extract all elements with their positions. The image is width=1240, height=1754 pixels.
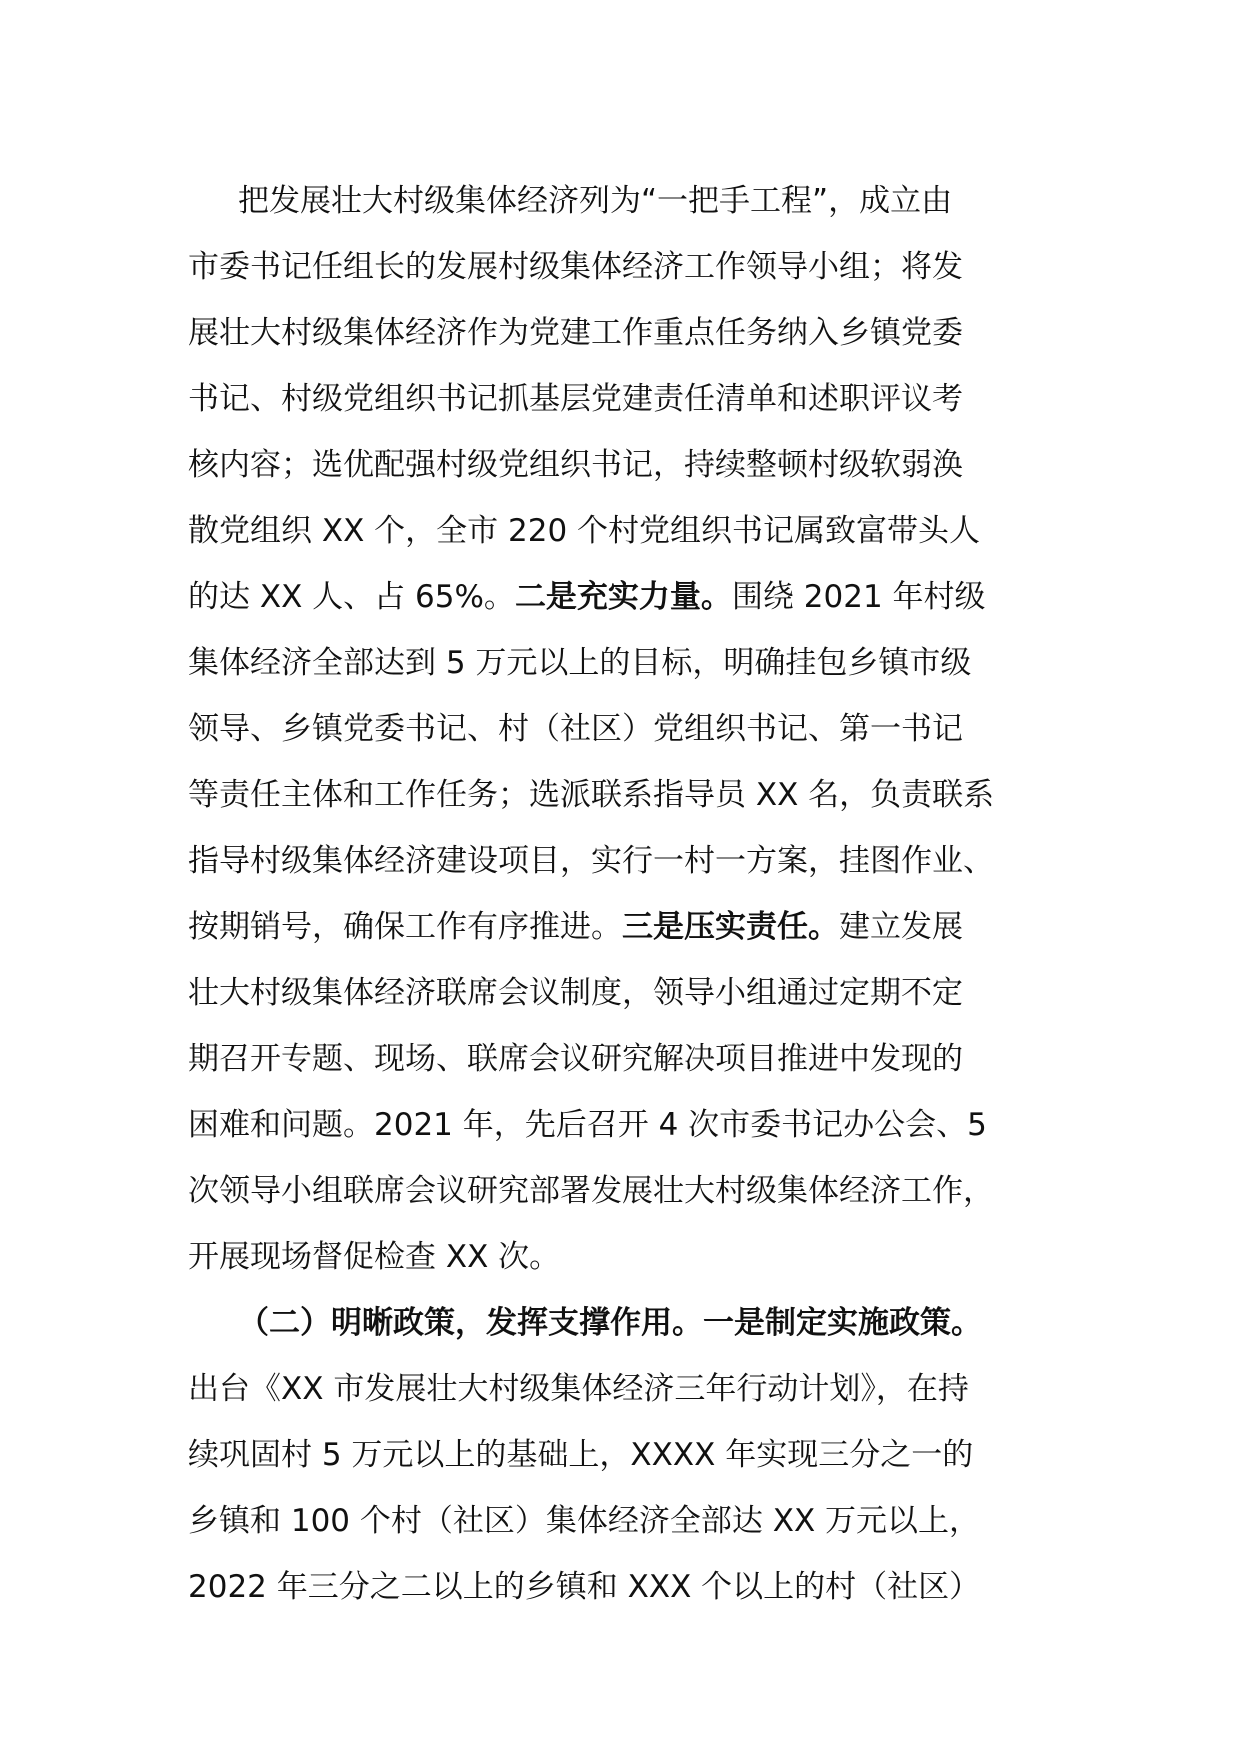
- text-run: 领导、乡镇党委书记、村（社区）党组织书记、第一书记: [188, 711, 963, 747]
- text-run: 等责任主体和工作任务；选派联系指导员 XX 名，负责联系: [188, 777, 995, 813]
- text-run: 按期销号，确保工作有序推进。: [188, 909, 622, 945]
- text-run: 建立发展: [839, 909, 963, 945]
- text-run: 围绕 2021 年村级: [731, 579, 986, 615]
- paragraph-line: [188, 1356, 1068, 1422]
- paragraph-line: [188, 894, 1068, 960]
- paragraph-line: [188, 960, 1068, 1026]
- paragraph-line: [188, 564, 1068, 630]
- text-run: 乡镇和 100 个村（社区）集体经济全部达 XX 万元以上，: [188, 1503, 981, 1539]
- paragraph-line: [188, 1158, 1068, 1224]
- paragraph-line: [188, 696, 1068, 762]
- section-heading-line: [188, 1290, 1068, 1356]
- paragraph-line: [188, 432, 1068, 498]
- text-run: 书记、村级党组织书记抓基层党建责任清单和述职评议考: [188, 381, 963, 417]
- text-run: 核内容；选优配强村级党组织书记，持续整顿村级软弱涣: [188, 447, 963, 483]
- text-run: 把发展壮大村级集体经济列为“一把手工程”，成立由: [238, 183, 953, 219]
- text-run: 集体经济全部达到 5 万元以上的目标，明确挂包乡镇市级: [188, 645, 972, 681]
- paragraph-line: [188, 1488, 1068, 1554]
- paragraph-line: [188, 300, 1068, 366]
- paragraph-line: [188, 498, 1068, 564]
- text-run: 续巩固村 5 万元以上的基础上，XXXX 年实现三分之一的: [188, 1437, 974, 1473]
- text-run: 壮大村级集体经济联席会议制度，领导小组通过定期不定: [188, 975, 963, 1011]
- bold-text-run: （二）明晰政策，发挥支撑作用。一是制定实施政策。: [238, 1305, 982, 1341]
- text-run: 次领导小组联席会议研究部署发展壮大村级集体经济工作，: [188, 1173, 994, 1209]
- body-text: [188, 168, 1068, 1620]
- paragraph-line: [188, 1026, 1068, 1092]
- paragraph-line: [188, 828, 1068, 894]
- paragraph-line: [188, 630, 1068, 696]
- paragraph-line: [188, 234, 1068, 300]
- text-run: 2022 年三分之二以上的乡镇和 XXX 个以上的村（社区）: [188, 1569, 981, 1605]
- text-run: 期召开专题、现场、联席会议研究解决项目推进中发现的: [188, 1041, 963, 1077]
- paragraph-line: [188, 1422, 1068, 1488]
- paragraph-line: [188, 366, 1068, 432]
- bold-text-run: 二是充实力量。: [514, 579, 732, 615]
- text-run: 散党组织 XX 个，全市 220 个村党组织书记属致富带头人: [188, 513, 981, 549]
- paragraph-line: [188, 1224, 1068, 1290]
- text-run: 出台《XX 市发展壮大村级集体经济三年行动计划》，在持: [188, 1371, 969, 1407]
- bold-text-run: 三是压实责任。: [622, 909, 839, 945]
- text-run: 指导村级集体经济建设项目，实行一村一方案，挂图作业、: [188, 843, 994, 879]
- text-run: 困难和问题。2021 年，先后召开 4 次市委书记办公会、5: [188, 1107, 987, 1143]
- text-run: 的达 XX 人、占 65%。: [188, 579, 515, 615]
- paragraph-line: [188, 1554, 1068, 1620]
- paragraph-line: [188, 762, 1068, 828]
- text-run: 展壮大村级集体经济作为党建工作重点任务纳入乡镇党委: [188, 315, 963, 351]
- paragraph-line: [188, 1092, 1068, 1158]
- text-run: 市委书记任组长的发展村级集体经济工作领导小组；将发: [188, 249, 963, 285]
- paragraph-line: [188, 168, 1068, 234]
- text-run: 开展现场督促检查 XX 次。: [188, 1239, 561, 1275]
